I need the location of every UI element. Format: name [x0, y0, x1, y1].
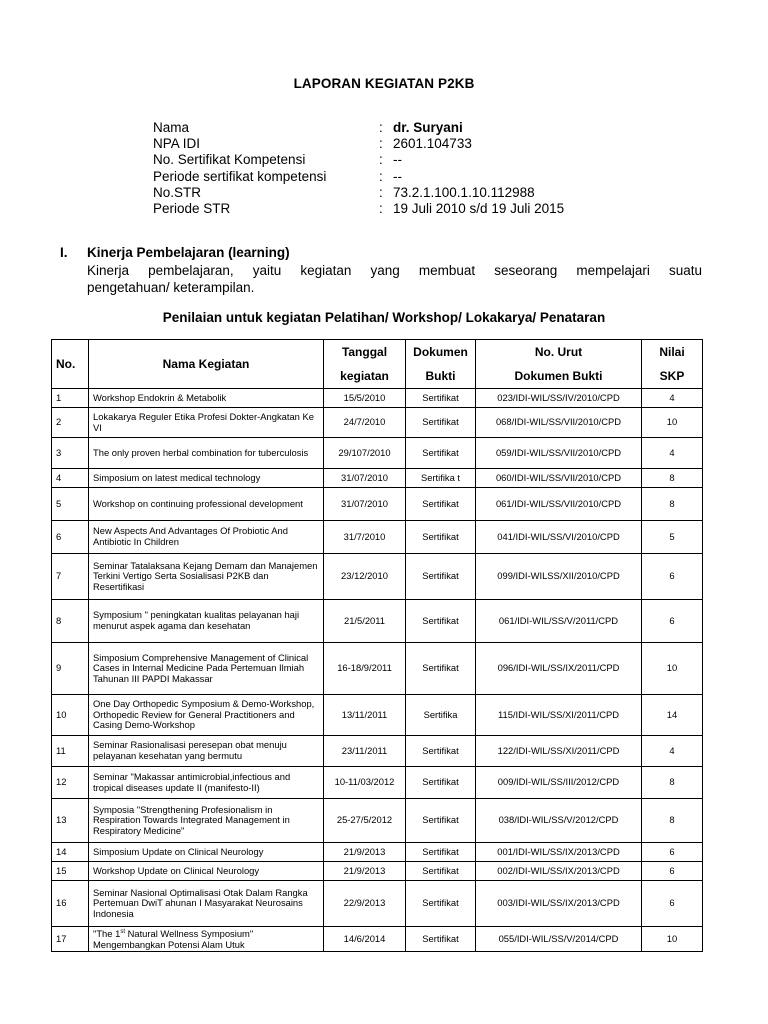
info-separator: : — [379, 136, 383, 152]
cell-no: 13 — [52, 799, 89, 843]
cell-nilai: 4 — [642, 389, 703, 408]
cell-no: 9 — [52, 643, 89, 695]
cell-nama — [89, 927, 324, 952]
cell-no-urut: 096/IDI-WIL/SS/IX/2011/CPD — [476, 643, 642, 695]
cell-no: 4 — [52, 469, 89, 488]
paragraph-line: Kinerja pembelajaran, yaitu kegiatan yang membuat seseorang mempelajari suatu — [87, 263, 702, 278]
cell-nama-part: Natural Wellness Symposium" Mengembangkan Potensi Alam Utuk — [93, 928, 254, 951]
cell-no: 15 — [52, 862, 89, 881]
table-row — [52, 521, 703, 554]
cell-no-urut: 061/IDI-WIL/SS/V/2011/CPD — [476, 600, 642, 643]
cell-nilai: 10 — [642, 927, 703, 952]
cell-nama: Symposium " peningkatan kualitas pelayanan haji menurut aspek agama dan kesehatan — [89, 600, 324, 643]
cell-dokumen: Sertifikat — [406, 927, 476, 952]
cell-dokumen: Sertifikat — [406, 521, 476, 554]
cell-no-urut: 060/IDI-WIL/SS/VII/2010/CPD — [476, 469, 642, 488]
cell-nilai: 5 — [642, 521, 703, 554]
cell-tanggal: 23/11/2011 — [324, 736, 406, 767]
cell-no-urut: 001/IDI-WIL/SS/IX/2013/CPD — [476, 843, 642, 862]
table-header-row — [52, 340, 703, 389]
header-line: Dokumen Bukti — [514, 369, 603, 383]
cell-no: 5 — [52, 488, 89, 521]
table-row — [52, 408, 703, 438]
header-line: No. Urut — [534, 345, 583, 359]
info-value: 19 Juli 2010 s/d 19 Juli 2015 — [393, 200, 565, 216]
table-row — [52, 488, 703, 521]
cell-no: 3 — [52, 438, 89, 469]
cell-no: 7 — [52, 554, 89, 600]
info-label: Periode STR — [153, 200, 231, 216]
cell-tanggal: 24/7/2010 — [324, 408, 406, 438]
cell-nama: Simposium Update on Clinical Neurology — [89, 843, 324, 862]
report-title: LAPORAN KEGIATAN P2KB — [293, 76, 475, 91]
activity-table — [51, 339, 703, 952]
cell-nilai: 4 — [642, 736, 703, 767]
cell-dokumen: Sertifikat — [406, 736, 476, 767]
cell-no-urut: 055/IDI-WIL/SS/V/2014/CPD — [476, 927, 642, 952]
cell-dokumen: Sertifikat — [406, 862, 476, 881]
cell-no: 17 — [52, 927, 89, 952]
cell-no-urut: 068/IDI-WIL/SS/VII/2010/CPD — [476, 408, 642, 438]
cell-dokumen: Sertifikat — [406, 881, 476, 927]
table-row — [52, 799, 703, 843]
header-dokumen — [406, 340, 476, 389]
info-separator: : — [379, 120, 383, 135]
table-row — [52, 554, 703, 600]
cell-dokumen: Sertifikat — [406, 643, 476, 695]
cell-nama: Workshop on continuing professional development — [89, 488, 324, 521]
cell-no-urut: 122/IDI-WIL/SS/XI/2011/CPD — [476, 736, 642, 767]
info-label: Periode sertifikat kompetensi — [153, 168, 327, 184]
cell-nama: Seminar "Makassar antimicrobial,infectious and tropical diseases update II (manifesto-II) — [89, 767, 324, 799]
paragraph-line: pengetahuan/ keterampilan. — [87, 280, 255, 295]
header-nama-kegiatan: Nama Kegiatan — [89, 340, 324, 389]
cell-dokumen: Sertifikat — [406, 843, 476, 862]
cell-nama: Seminar Nasional Optimalisasi Otak Dalam Rangka Pertemuan DwiT ahunan I Masyarakat Neurosains Indonesia — [89, 881, 324, 927]
cell-tanggal: 15/5/2010 — [324, 389, 406, 408]
cell-nilai: 6 — [642, 600, 703, 643]
info-separator: : — [379, 152, 383, 168]
cell-nama: Symposia "Strengthening Profesionalism in Respiration Towards Integrated Management in Respiratory Medicine" — [89, 799, 324, 843]
table-row — [52, 643, 703, 695]
table-row — [52, 736, 703, 767]
cell-nama: One Day Orthopedic Symposium & Demo-Workshop, Orthopedic Review for General Practitioners and Casing Demo-Workshop — [89, 695, 324, 736]
header-no-urut — [476, 340, 642, 389]
cell-tanggal: 23/12/2010 — [324, 554, 406, 600]
section-number: I. — [60, 245, 68, 260]
cell-dokumen: Sertifikat — [406, 554, 476, 600]
cell-tanggal: 14/6/2014 — [324, 927, 406, 952]
cell-tanggal: 21/5/2011 — [324, 600, 406, 643]
header-nilai-skp — [642, 340, 703, 389]
info-label: No.STR — [153, 184, 202, 200]
cell-no: 10 — [52, 695, 89, 736]
cell-dokumen: Sertifikat — [406, 438, 476, 469]
cell-tanggal: 21/9/2013 — [324, 862, 406, 881]
cell-no-urut: 059/IDI-WIL/SS/VII/2010/CPD — [476, 438, 642, 469]
cell-tanggal: 29/107/2010 — [324, 438, 406, 469]
cell-no: 14 — [52, 843, 89, 862]
cell-no: 2 — [52, 408, 89, 438]
cell-nama: Workshop Endokrin & Metabolik — [89, 389, 324, 408]
header-line: Bukti — [425, 369, 456, 383]
header-line: SKP — [659, 369, 685, 383]
cell-nama-superscript: st — [120, 929, 125, 936]
table-row — [52, 927, 703, 952]
cell-nama: Seminar Tatalaksana Kejang Demam dan Manajemen Terkini Vertigo Serta Sosialisasi P2KB dan Resertifikasi — [89, 554, 324, 600]
info-separator: : — [379, 184, 383, 200]
cell-dokumen: Sertifikat — [406, 767, 476, 799]
cell-no-urut: 115/IDI-WIL/SS/XI/2011/CPD — [476, 695, 642, 736]
cell-no-urut: 099/IDI-WILSS/XII/2010/CPD — [476, 554, 642, 600]
header-line: Tanggal — [341, 345, 388, 359]
cell-dokumen: Sertifikat — [406, 488, 476, 521]
section-paragraph — [87, 262, 702, 296]
cell-no: 1 — [52, 389, 89, 408]
cell-tanggal: 31/07/2010 — [324, 488, 406, 521]
cell-no: 6 — [52, 521, 89, 554]
table-row — [52, 767, 703, 799]
cell-no-urut: 041/IDI-WIL/SS/VI/2010/CPD — [476, 521, 642, 554]
cell-nilai: 6 — [642, 881, 703, 927]
cell-dokumen: Sertifika t — [406, 469, 476, 488]
header-tanggal — [324, 340, 406, 389]
cell-nama: Seminar Rasionalisasi peresepan obat menuju pelayanan kesehatan yang bermutu — [89, 736, 324, 767]
cell-nilai: 6 — [642, 554, 703, 600]
table-row — [52, 438, 703, 469]
cell-nilai: 4 — [642, 438, 703, 469]
cell-nilai: 14 — [642, 695, 703, 736]
table-row — [52, 600, 703, 643]
cell-nilai: 10 — [642, 408, 703, 438]
cell-no-urut: 023/IDI-WIL/SS/IV/2010/CPD — [476, 389, 642, 408]
cell-tanggal: 22/9/2013 — [324, 881, 406, 927]
cell-tanggal: 10-11/03/2012 — [324, 767, 406, 799]
cell-nama: Workshop Update on Clinical Neurology — [89, 862, 324, 881]
cell-nilai: 10 — [642, 643, 703, 695]
cell-nama-part: "The 1 — [93, 928, 121, 940]
header-line: kegiatan — [340, 369, 389, 383]
info-separator: : — [379, 200, 383, 216]
header-line: Dokumen — [413, 345, 468, 359]
header-line: Nilai — [659, 345, 685, 359]
cell-tanggal: 31/07/2010 — [324, 469, 406, 488]
cell-no: 11 — [52, 736, 89, 767]
cell-no: 8 — [52, 600, 89, 643]
info-label: Nama — [153, 120, 190, 135]
cell-nilai: 6 — [642, 843, 703, 862]
cell-tanggal: 31/7/2010 — [324, 521, 406, 554]
info-value: 2601.104733 — [393, 136, 472, 152]
cell-nama: Lokakarya Reguler Etika Profesi Dokter-Angkatan Ke VI — [89, 408, 324, 438]
cell-nilai: 8 — [642, 799, 703, 843]
info-value: -- — [393, 168, 402, 184]
cell-no-urut: 061/IDI-WIL/SS/VII/2010/CPD — [476, 488, 642, 521]
cell-no-urut: 002/IDI-WIL/SS/IX/2013/CPD — [476, 862, 642, 881]
cell-tanggal: 13/11/2011 — [324, 695, 406, 736]
section-title: Kinerja Pembelajaran (learning) — [87, 245, 290, 260]
cell-dokumen: Sertifikat — [406, 600, 476, 643]
info-value: -- — [393, 152, 402, 168]
cell-no: 12 — [52, 767, 89, 799]
table-row — [52, 389, 703, 408]
table-row — [52, 469, 703, 488]
table-row — [52, 695, 703, 736]
info-label: No. Sertifikat Kompetensi — [153, 152, 306, 168]
cell-tanggal: 16-18/9/2011 — [324, 643, 406, 695]
table-row — [52, 843, 703, 862]
info-separator: : — [379, 168, 383, 184]
info-label: NPA IDI — [153, 136, 201, 152]
cell-dokumen: Sertifika — [406, 695, 476, 736]
cell-dokumen: Sertifikat — [406, 389, 476, 408]
cell-dokumen: Sertifikat — [406, 408, 476, 438]
cell-nilai: 6 — [642, 862, 703, 881]
cell-dokumen: Sertifikat — [406, 799, 476, 843]
cell-no-urut: 003/IDI-WIL/SS/IX/2013/CPD — [476, 881, 642, 927]
cell-no-urut: 009/IDI-WIL/SS/III/2012/CPD — [476, 767, 642, 799]
header-no: No. — [52, 340, 89, 389]
cell-no-urut: 038/IDI-WIL/SS/V/2012/CPD — [476, 799, 642, 843]
info-value: 73.2.1.100.1.10.112988 — [393, 184, 535, 200]
cell-nama: Simposium Comprehensive Management of Clinical Cases in Internal Medicine Pada Pertemuan Ilmiah Tahunan III PAPDI Makassar — [89, 643, 324, 695]
table-subtitle: Penilaian untuk kegiatan Pelatihan/ Workshop/ Lokakarya/ Penataran — [162, 310, 606, 325]
cell-nilai: 8 — [642, 469, 703, 488]
cell-nama: The only proven herbal combination for tuberculosis — [89, 438, 324, 469]
cell-nama: New Aspects And Advantages Of Probiotic And Antibiotic In Children — [89, 521, 324, 554]
table-row — [52, 862, 703, 881]
cell-nilai: 8 — [642, 488, 703, 521]
cell-tanggal: 25-27/5/2012 — [324, 799, 406, 843]
table-row — [52, 881, 703, 927]
cell-nilai: 8 — [642, 767, 703, 799]
cell-nama: Simposium on latest medical technology — [89, 469, 324, 488]
info-value: dr. Suryani — [393, 120, 463, 135]
cell-no: 16 — [52, 881, 89, 927]
cell-tanggal: 21/9/2013 — [324, 843, 406, 862]
